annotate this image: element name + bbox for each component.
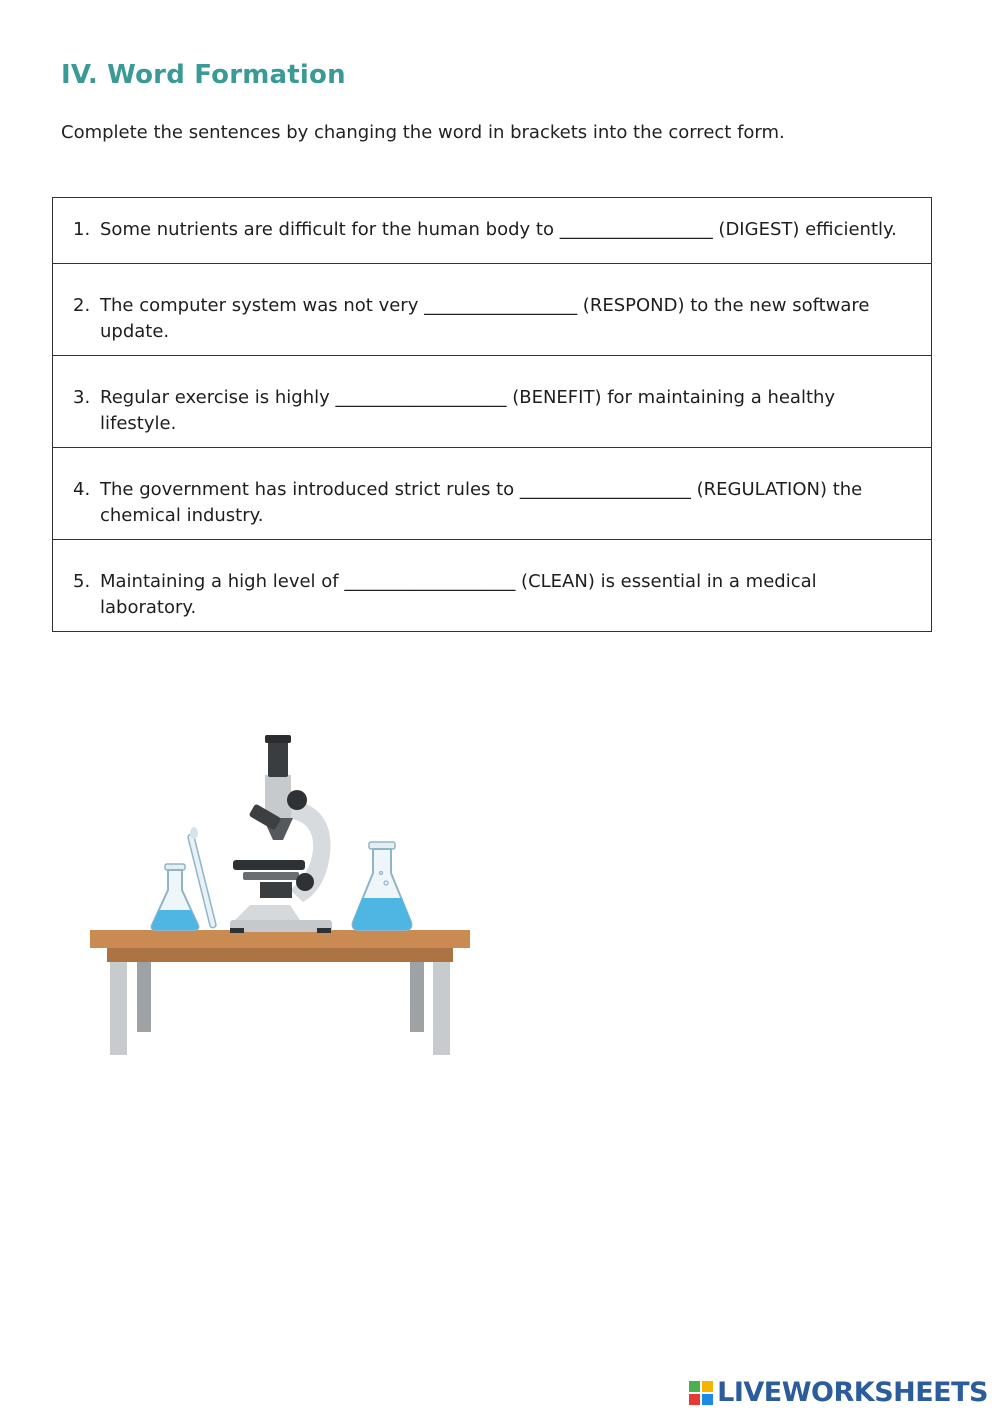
exercise-sentence: Some nutrients are difficult for the human body to _________________ (DIGEST) efficiently. [100, 219, 897, 240]
exercise-sentence: Maintaining a high level of ___________________ (CLEAN) is essential in a medical laboratory. [100, 571, 817, 618]
instructions: Complete the sentences by changing the word in brackets into the correct form. [61, 122, 785, 143]
microscope-icon [230, 735, 332, 933]
exercise-number: 2. [73, 295, 91, 316]
large-flask-icon [353, 842, 412, 930]
exercise-row [53, 356, 932, 448]
exercise-row [53, 198, 932, 264]
exercise-number: 4. [73, 479, 91, 500]
exercise-sentence: The government has introduced strict rules to ___________________ (REGULATION) the chemical industry. [100, 479, 863, 526]
exercise-number: 1. [73, 219, 91, 240]
liveworksheets-logo-icon [689, 1381, 713, 1405]
exercise-sentence: Regular exercise is highly ___________________ (BENEFIT) for maintaining a healthy lifestyle. [100, 387, 836, 434]
exercise-row [53, 264, 932, 356]
exercise-number: 5. [73, 571, 91, 592]
small-flask-icon [152, 864, 199, 930]
page-title: IV. Word Formation [61, 60, 346, 90]
logo-text: LIVEWORKSHEETS [717, 1377, 988, 1408]
laboratory-illustration [85, 690, 495, 1090]
exercise-row [53, 448, 932, 540]
exercise-row [53, 540, 932, 632]
exercise-sentence: The computer system was not very _________________ (RESPOND) to the new software update. [100, 295, 870, 342]
liveworksheets-logo[interactable] [689, 1377, 988, 1408]
exercise-table [52, 197, 932, 632]
exercise-number: 3. [73, 387, 91, 408]
